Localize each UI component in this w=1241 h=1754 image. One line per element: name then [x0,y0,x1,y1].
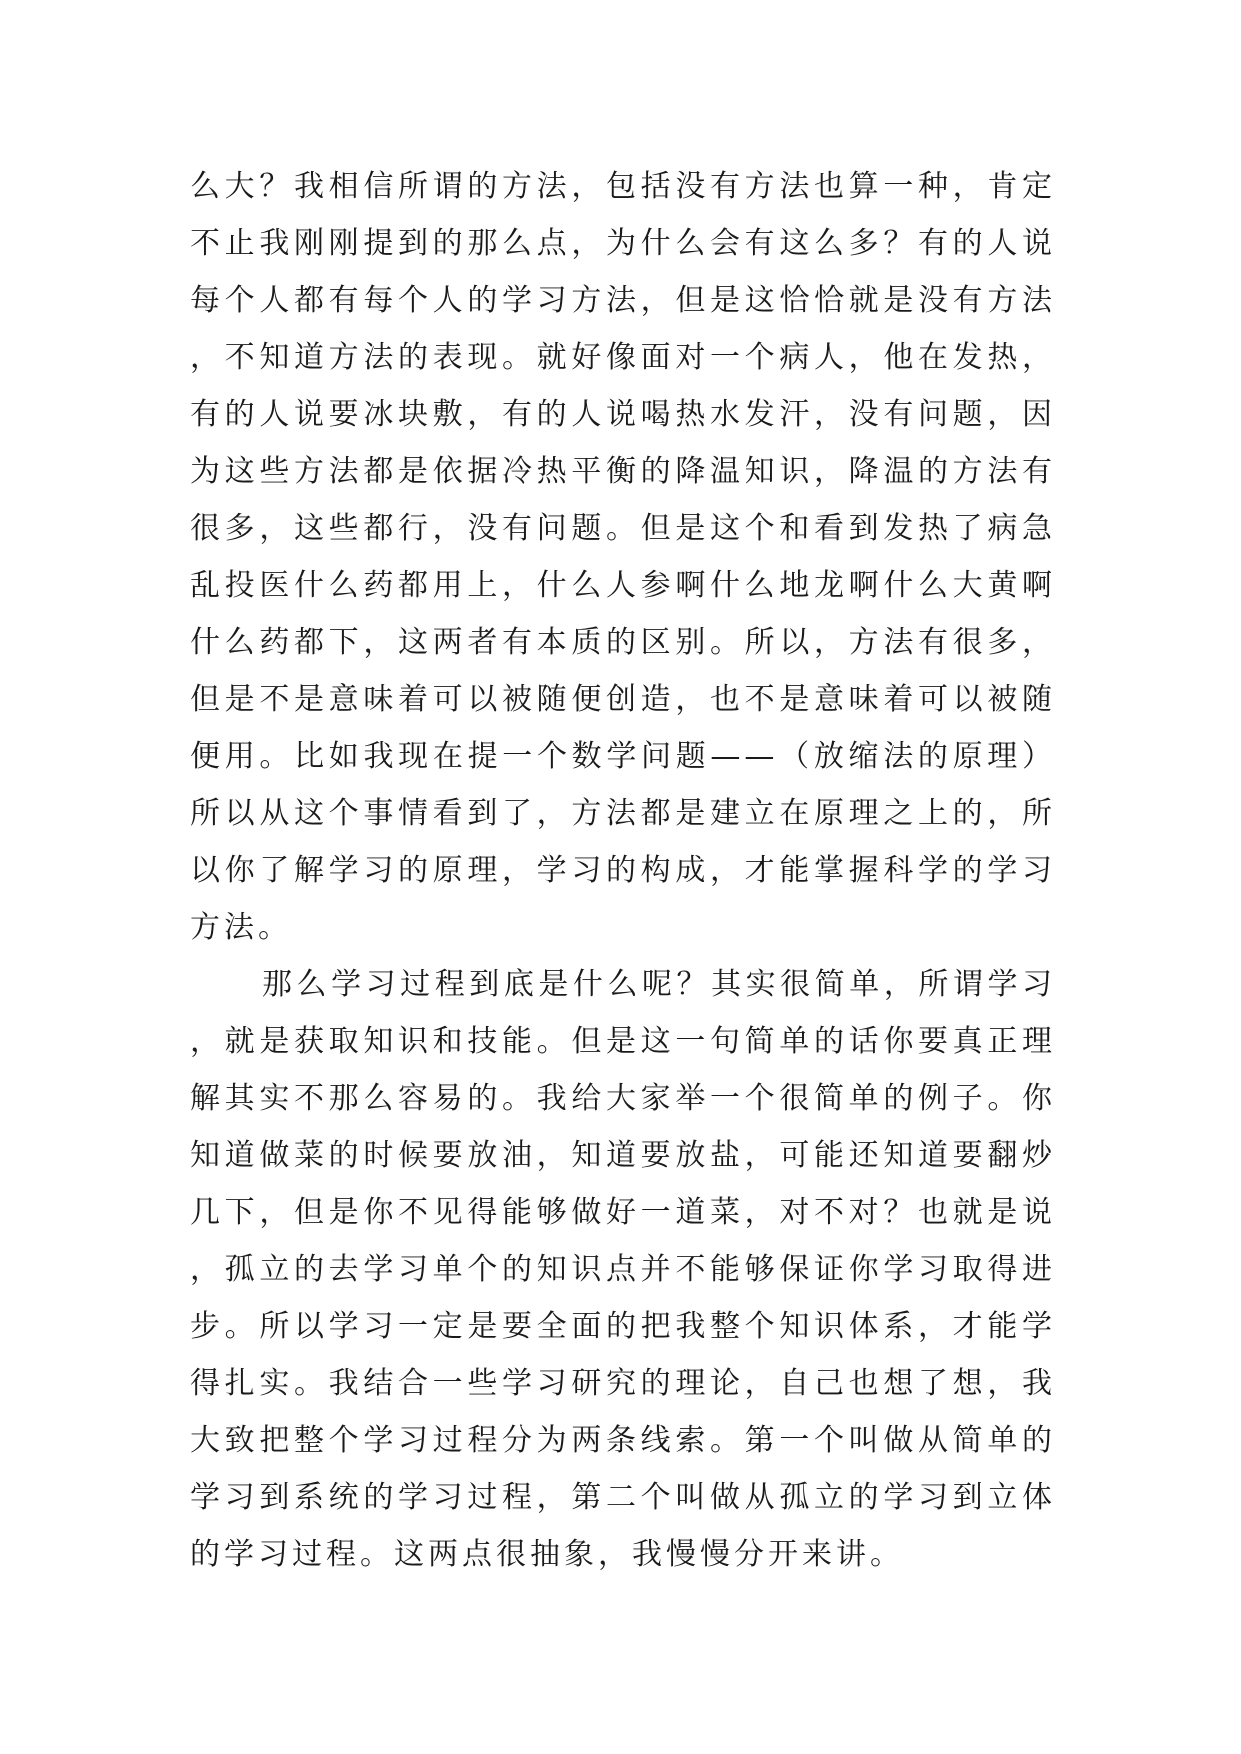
paragraph-2: 那么学习过程到底是什么呢？其实很简单，所谓学习，就是获取知识和技能。但是这一句简单的话你要真正理解其实不那么容易的。我给大家举一个很简单的例子。你知道做菜的时候要放油，知道要放盐，可能还知道要翻炒几下，但是你不见得能够做好一道菜，对不对？也就是说，孤立的去学习单个的知识点并不能够保证你学习取得进步。所以学习一定是要全面的把我整个知识体系，才能学得扎实。我结合一些学习研究的理论，自己也想了想，我大致把整个学习过程分为两条线索。第一个叫做从简单的学习到系统的学习过程，第二个叫做从孤立的学习到立体的学习过程。这两点很抽象，我慢慢分开来讲。 [190,967,1056,1572]
document-body [190,158,1056,1583]
paragraph-1: 么大？我相信所谓的方法，包括没有方法也算一种，肯定不止我刚刚提到的那么点，为什么会有这么多？有的人说每个人都有每个人的学习方法，但是这恰恰就是没有方法，不知道方法的表现。就好像面对一个病人，他在发热，有的人说要冰块敷，有的人说喝热水发汗，没有问题，因为这些方法都是依据冷热平衡的降温知识，降温的方法有很多，这些都行，没有问题。但是这个和看到发热了病急乱投医什么药都用上，什么人参啊什么地龙啊什么大黄啊什么药都下，这两者有本质的区别。所以，方法有很多，但是不是意味着可以被随便创造，也不是意味着可以被随便用。比如我现在提一个数学问题——（放缩法的原理） 所以从这个事情看到了，方法都是建立在原理之上的，所以你了解学习的原理，学习的构成，才能掌握科学的学习方法。 [190,169,1056,945]
